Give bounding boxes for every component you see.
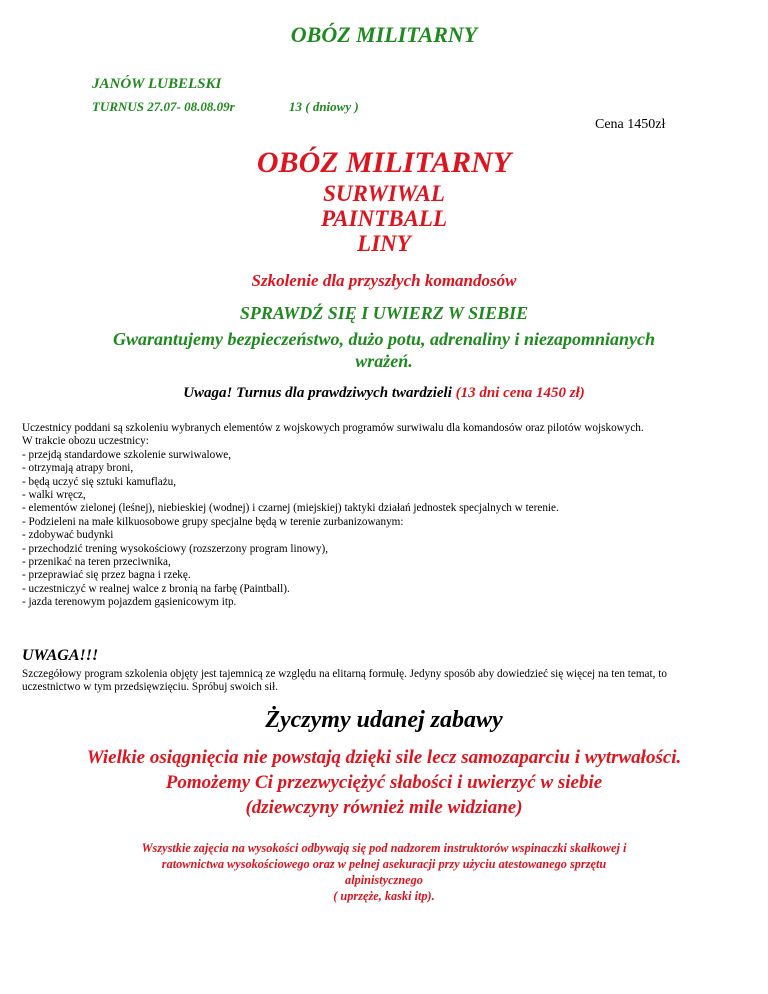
subtitle-paintball: PAINTBALL	[320, 206, 448, 231]
motivation-quote	[0, 745, 768, 820]
guarantee-line-1: Gwarantujemy bezpieczeństwo, dużo potu, adrenaliny i niezapomnianych	[112, 329, 656, 349]
safety-line-3: alpinistycznego	[345, 873, 423, 887]
list-item: - walki wręcz,	[22, 489, 86, 502]
program-list-intro: W trakcie obozu uczestnicy:	[22, 435, 149, 448]
guarantee-line-2: wrażeń.	[355, 351, 413, 371]
list-item: - przechodzić trening wysokościowy (rozszerzony program linowy),	[22, 542, 329, 555]
warning-price-note: (13 dni cena 1450 zł)	[455, 385, 585, 401]
list-item: - będą uczyć się sztuki kamuflażu,	[22, 475, 177, 488]
safety-note	[0, 840, 768, 904]
city-label: JANÓW LUBELSKI	[92, 76, 222, 92]
list-item: - Podzieleni na małe kilkuosobowe grupy specjalne będą w terenie zurbanizowanym:	[22, 515, 404, 528]
main-title: OBÓZ MILITARNY	[256, 146, 512, 179]
warning-text: Uwaga! Turnus dla prawdziwych twardzieli	[183, 385, 456, 401]
subtitle-surwiwal: SURWIWAL	[323, 181, 445, 206]
quote-line-1: Wielkie osiągnięcia nie powstają dzięki sile lecz samozaparciu i wytrwałości.	[86, 747, 682, 768]
challenge-slogan: SPRAWDŹ SIĘ I UWIERZ W SIEBIE	[239, 303, 529, 323]
list-item: - przenikać na teren przeciwnika,	[22, 556, 171, 569]
safety-line-4: ( uprzęże, kaski itp).	[333, 889, 435, 903]
warning-line	[0, 385, 768, 402]
list-item: - jazda terenowym pojazdem gąsienicowym itp.	[22, 596, 237, 609]
list-item: - przejdą standardowe szkolenie surwiwalowe,	[22, 448, 232, 461]
safety-line-1: Wszystkie zajęcia na wysokości odbywają się pod nadzorem instruktorów wspinaczki skałkowej i	[141, 841, 627, 855]
notice-text: Szczegółowy program szkolenia objęty jest tajemnicą ze względu na elitarną formułę. Jedyny sposób aby dowiedzieć się więcej na ten temat, to uczestnictwo w tym przedsięwzięciu. Spróbuj swoich sił.	[22, 668, 667, 694]
safety-line-2: ratownictwa wysokościowego oraz w pełnej asekuracji przy użyciu atestowanego sprzętu	[161, 857, 607, 871]
wishes-heading: Życzymy udanej zabawy	[265, 707, 503, 733]
quote-line-3: (dziewczyny również mile widziane)	[245, 797, 523, 818]
notice-heading: UWAGA!!!	[22, 647, 99, 664]
turnus-dates: TURNUS 27.07- 08.08.09r	[92, 99, 235, 114]
quote-line-2: Pomożemy Ci przezwyciężyć słabości i uwierzyć w siebie	[165, 772, 603, 793]
program-description	[22, 422, 722, 610]
subtitle-liny: LINY	[357, 231, 411, 256]
list-item: - przeprawiać się przez bagna i rzekę.	[22, 569, 191, 582]
page-title: OBÓZ MILITARNY	[290, 22, 478, 47]
list-item: - uczestniczyć w realnej walce z bronią na farbę (Paintball).	[22, 582, 290, 595]
price-label: Cena 1450zł	[595, 117, 666, 132]
training-slogan: Szkolenie dla przyszłych komandosów	[251, 271, 517, 290]
list-item: - zdobywać budynki	[22, 529, 114, 542]
list-item: - elementów zielonej (leśnej), niebieskiej (wodnej) i czarnej (miejskiej) taktyki działań jednostek specjalnych w terenie.	[22, 502, 559, 515]
turnus-days: 13 ( dniowy )	[289, 99, 359, 114]
program-intro: Uczestnicy poddani są szkoleniu wybranych elementów z wojskowych programów surwiwalu dla komandosów oraz pilotów wojskowych.	[22, 422, 644, 434]
guarantee-text	[0, 328, 768, 372]
list-item: - otrzymają atrapy broni,	[22, 462, 134, 475]
